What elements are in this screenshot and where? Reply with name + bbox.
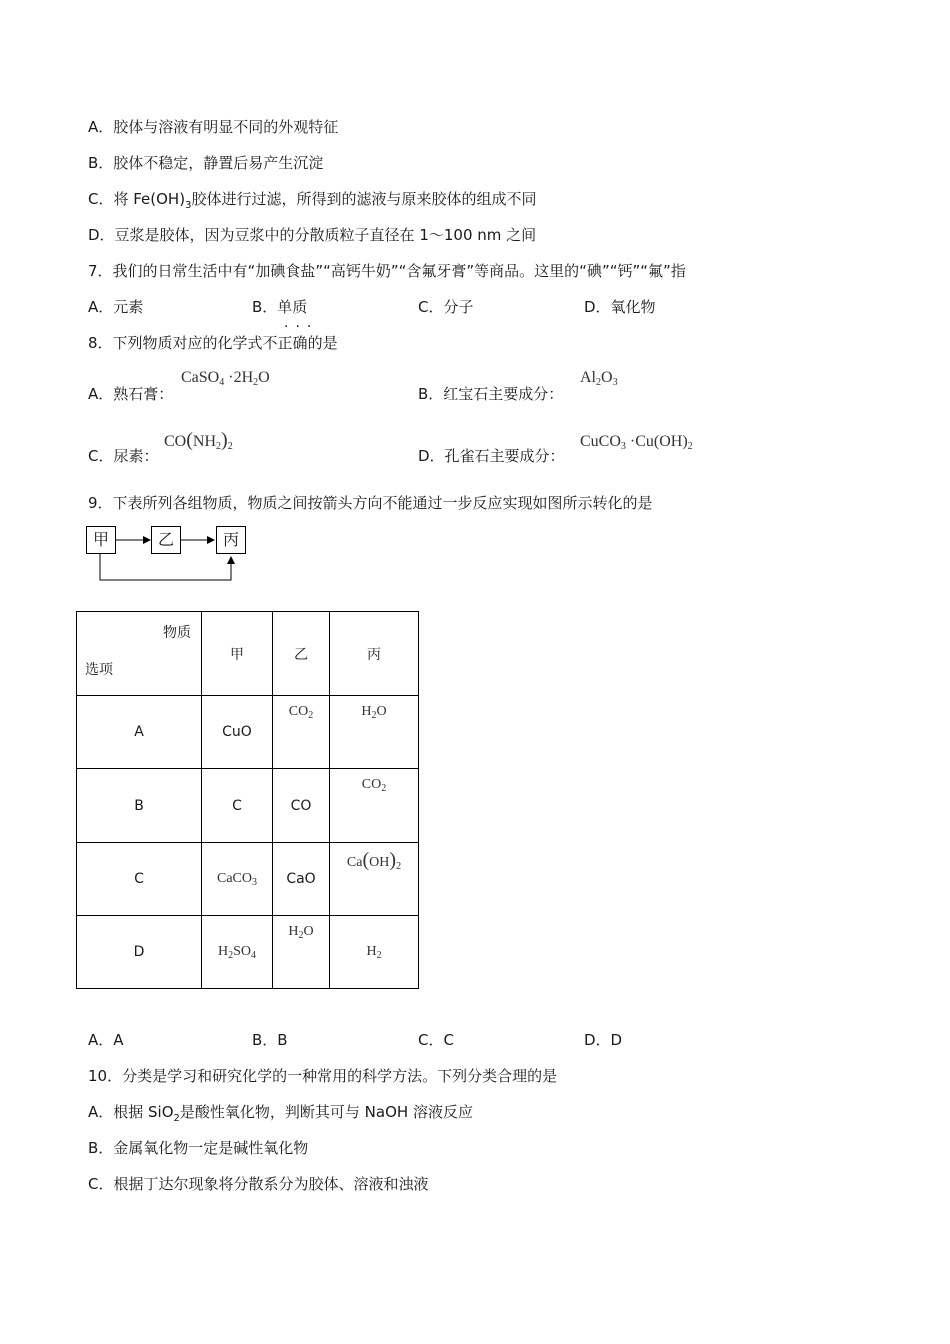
table-row [77, 916, 419, 989]
q8-stem-text-2: 的是 [307, 334, 338, 352]
q8-stem-text-1: 8．下列物质对应的化学式 [88, 334, 263, 352]
row-a-label: A [77, 696, 202, 769]
q10-option-c: C．根据丁达尔现象将分散系分为胶体、溶液和浊液 [88, 1175, 429, 1193]
table-row [77, 696, 419, 769]
table-corner-cell [77, 612, 202, 696]
table-row [77, 843, 419, 916]
header-bing: 丙 [330, 612, 419, 696]
q9-option-b: B．B [252, 1031, 288, 1049]
q8-option-c-label: C．尿素： [88, 447, 159, 465]
row-c-yi: CaO [273, 843, 330, 916]
q8-stem-emphasis: 不正确 [262, 334, 308, 352]
row-b-label: B [77, 769, 202, 843]
q9-option-c: C．C [418, 1031, 454, 1049]
q6-option-c-text-1: C．将 Fe(OH) [88, 190, 186, 208]
q7-stem: 7．我们的日常生活中有“加碘食盐”“高钙牛奶”“含氟牙膏”等商品。这里的“碘”“钙”“氟”指 [88, 262, 686, 280]
row-d-label: D [77, 916, 202, 989]
q10-option-b: B．金属氧化物一定是碱性氧化物 [88, 1139, 309, 1157]
q8-option-b-formula: $Al_2O_3$ [580, 369, 618, 388]
header-option: 选项 [85, 662, 113, 678]
q6-option-c-text-2: 胶体进行过滤，所得到的滤液与原来胶体的组成不同 [191, 190, 537, 208]
flow-box-yi: 乙 [151, 526, 181, 554]
row-d-bing: $H_2$ [330, 916, 419, 989]
q10-stem: 10．分类是学习和研究化学的一种常用的科学方法。下列分类合理的是 [88, 1067, 558, 1085]
header-substance: 物质 [163, 625, 191, 641]
q8-option-d-formula: CuCO$_3$ $\cdot Cu(OH)_2$ [580, 433, 693, 452]
header-jia: 甲 [202, 612, 273, 696]
row-b-bing: $CO_2$ [330, 769, 419, 843]
row-a-jia: CuO [202, 696, 273, 769]
q7-option-d: D．氧化物 [584, 298, 656, 316]
q6-option-a: A．胶体与溶液有明显不同的外观特征 [88, 118, 339, 136]
q8-option-a-label: A．熟石膏： [88, 385, 174, 403]
q9-stem: 9．下表所列各组物质，物质之间按箭头方向不能通过一步反应实现如图所示转化的是 [88, 494, 653, 512]
row-d-yi: $H_2O$ [273, 916, 330, 989]
q6-option-b: B．胶体不稳定，静置后易产生沉淀 [88, 154, 324, 172]
q8-option-c-formula: $CO(NH_2)_2$ [164, 429, 233, 452]
emphasis-dots: ··· [284, 319, 319, 335]
q10-option-a-text-1: A．根据 SiO [88, 1103, 174, 1121]
q10-option-a [88, 1102, 473, 1129]
q10-option-a-subscript: 2 [173, 1113, 180, 1124]
q8-stem [88, 333, 338, 353]
table-header-row [77, 612, 419, 696]
q8-option-a-formula: CaSO$_4$ $\cdot 2H_2O$ [181, 369, 270, 388]
header-yi: 乙 [273, 612, 330, 696]
q6-option-c-subscript: 3 [185, 200, 192, 211]
row-b-yi: CO [273, 769, 330, 843]
row-d-jia: $H_2SO_4$ [202, 916, 273, 989]
q8-option-b-label: B．红宝石主要成分： [418, 385, 564, 403]
table-row [77, 769, 419, 843]
q9-option-a: A．A [88, 1031, 124, 1049]
q9-option-d: D．D [584, 1031, 623, 1049]
substance-table [76, 611, 419, 989]
flow-box-jia: 甲 [86, 526, 116, 554]
q8-option-d-label: D．孔雀石主要成分： [418, 447, 565, 465]
row-a-bing: $H_2O$ [330, 696, 419, 769]
flow-box-bing: 丙 [216, 526, 246, 554]
row-c-label: C [77, 843, 202, 916]
q6-option-c [88, 189, 536, 216]
q7-option-c: C．分子 [418, 298, 474, 316]
row-c-jia: CaCO$_3$ [202, 843, 273, 916]
row-b-jia: C [202, 769, 273, 843]
row-c-bing: $Ca(OH)_2$ [330, 843, 419, 916]
q10-option-a-text-2: 是酸性氧化物，判断其可与 NaOH 溶液反应 [179, 1103, 473, 1121]
q7-option-a: A．元素 [88, 298, 144, 316]
q7-option-b: B．单质 [252, 298, 308, 316]
q6-option-d: D．豆浆是胶体，因为豆浆中的分散质粒子直径在 1～100 nm 之间 [88, 226, 537, 244]
row-a-yi: $CO_2$ [273, 696, 330, 769]
